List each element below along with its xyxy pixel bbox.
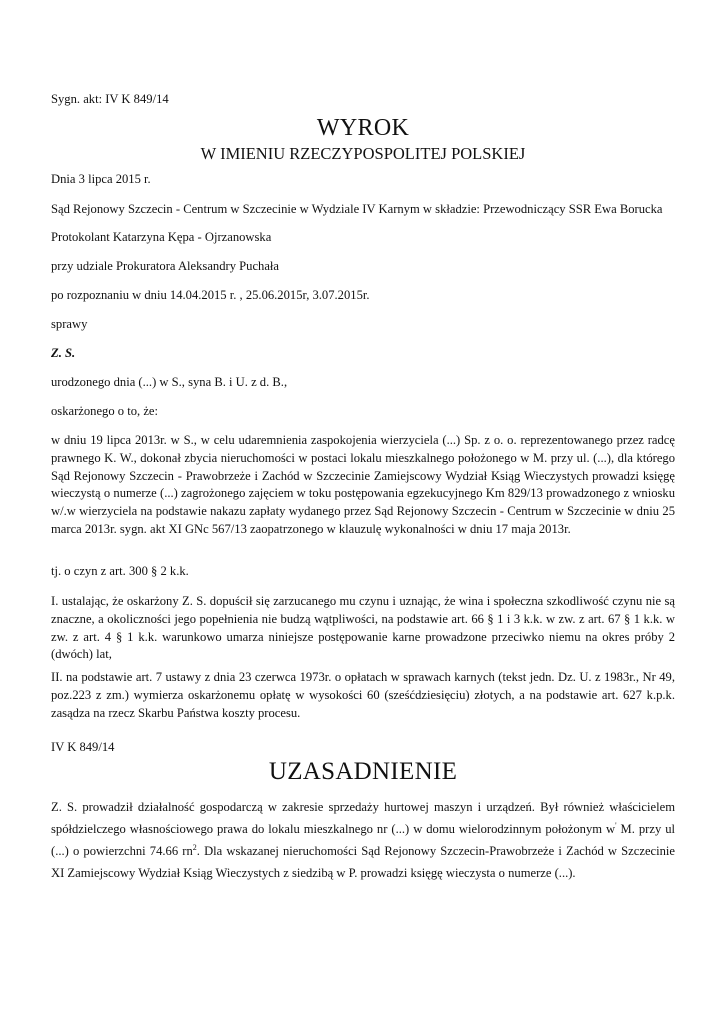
document-subtitle: W IMIENIU RZECZYPOSPOLITEJ POLSKIEJ <box>200 144 526 163</box>
defendant-name: Z. S. <box>51 346 76 360</box>
prosecutor: przy udziale Prokuratora Aleksandry Puchała <box>51 259 280 273</box>
defendant-birth: urodzonego dnia (...) w S., syna B. i U. z d. B., <box>51 375 288 389</box>
hearing-dates: po rozpoznaniu w dniu 14.04.2015 r. , 25.06.2015r, 3.07.2015r. <box>51 288 370 302</box>
charge-article: tj. o czyn z art. 300 § 2 k.k. <box>51 564 189 578</box>
justification-text <box>51 796 675 884</box>
case-signature: Sygn. akt: IV K 849/14 <box>51 92 169 106</box>
justification-text-part-1: Z. S. prowadził działalność gospodarczą w zakresie sprzedaży hurtowej maszyn i urządzeń. Był również właścicielem spółdzielczego własnościowego prawa do lokalu mieszkalnego nr (...) w domu wielorodzinnym położonym w <box>51 800 675 836</box>
case-signature-2: IV K 849/14 <box>51 740 115 754</box>
court-composition: Sąd Rejonowy Szczecin - Centrum w Szczecinie w Wydziale IV Karnym w składzie: Przewodniczący SSR Ewa Borucka <box>51 202 663 216</box>
justification-text-part-3: . Dla wskazanej nieruchomości Sąd Rejonowy Szczecin-Prawobrzeże i Zachód w Szczecinie XI Zamiejscowy Wydział Ksiąg Wieczystych z siedzibą w P. prowadzi księgę wieczysta o numerze (...). <box>51 844 676 880</box>
charge-text: w dniu 19 lipca 2013r. w S., w celu udaremnienia zaspokojenia wierzyciela (...) Sp. z o. o. reprezentowanego przez radcę prawnego K. W., dokonał zbycia nieruchomości w postaci lokalu mieszkalnego położonego w M. przy ul. (...), dla którego Sąd Rejonowy Szczecin - Prawobrzeże i Zachód w Szczecinie Zamiejscowy Wydział Ksiąg Wieczystych prowadzi księgę wieczystą o numerze (...) zagrożonego zajęciem w toku postępowania egzekucyjnego Km 829/13 prowadzonego z wniosku w/.w wierzyciela na podstawie nakazu zapłaty wydanego przez Sąd Rejonowy Szczecin - Centrum w Szczecinie w dniu 25 marca 2013r. sygn. akt XI GNc 567/13 zaopatrzonego w klauzulę wykonalności w dniu 17 maja 2013r. <box>51 433 675 536</box>
justification-text-part-2: M. przy ul (...) o powierzchni 74.66 rn <box>51 822 676 858</box>
judgment-date: Dnia 3 lipca 2015 r. <box>51 172 151 186</box>
verdict-point-2: II. na podstawie art. 7 ustawy z dnia 23 czerwca 1973r. o opłatach w sprawach karnych (tekst jedn. Dz. U. z 1983r., Nr 49, poz.223 z zm.) wymierza oskarżonemu opłatę w wysokości 60 (sześćdziesięciu) złotych, a na podstawie art. 627 k.p.k. zasądza na rzecz Skarbu Państwa koszty procesu. <box>51 670 675 720</box>
court-clerk: Protokolant Katarzyna Kępa - Ojrzanowska <box>51 230 272 244</box>
area-exponent: 2 <box>192 842 197 852</box>
accused-intro: oskarżonego o to, że: <box>51 404 159 418</box>
justification-title: UZASADNIENIE <box>268 758 458 785</box>
verdict-point-1: I. ustalając, że oskarżony Z. S. dopuścił się zarzucanego mu czynu i uznając, że wina i społeczna szkodliwość czynu nie są znaczne, a okoliczności jego popełnienia nie budzą wątpliwości, na podstawie art. 66 § 1 i 3 k.k. w zw. z art. 67 § 1 k.k. w zw. z art. 4 § 1 k.k. warunkowo umarza niniejsze postępowanie karne prowadzone przeciwko niemu na okres próby 2 (dwóch) lat, <box>51 594 675 662</box>
case-word: sprawy <box>51 317 88 331</box>
document-title: WYROK <box>316 115 410 141</box>
superscript-mark: ' <box>615 820 617 830</box>
